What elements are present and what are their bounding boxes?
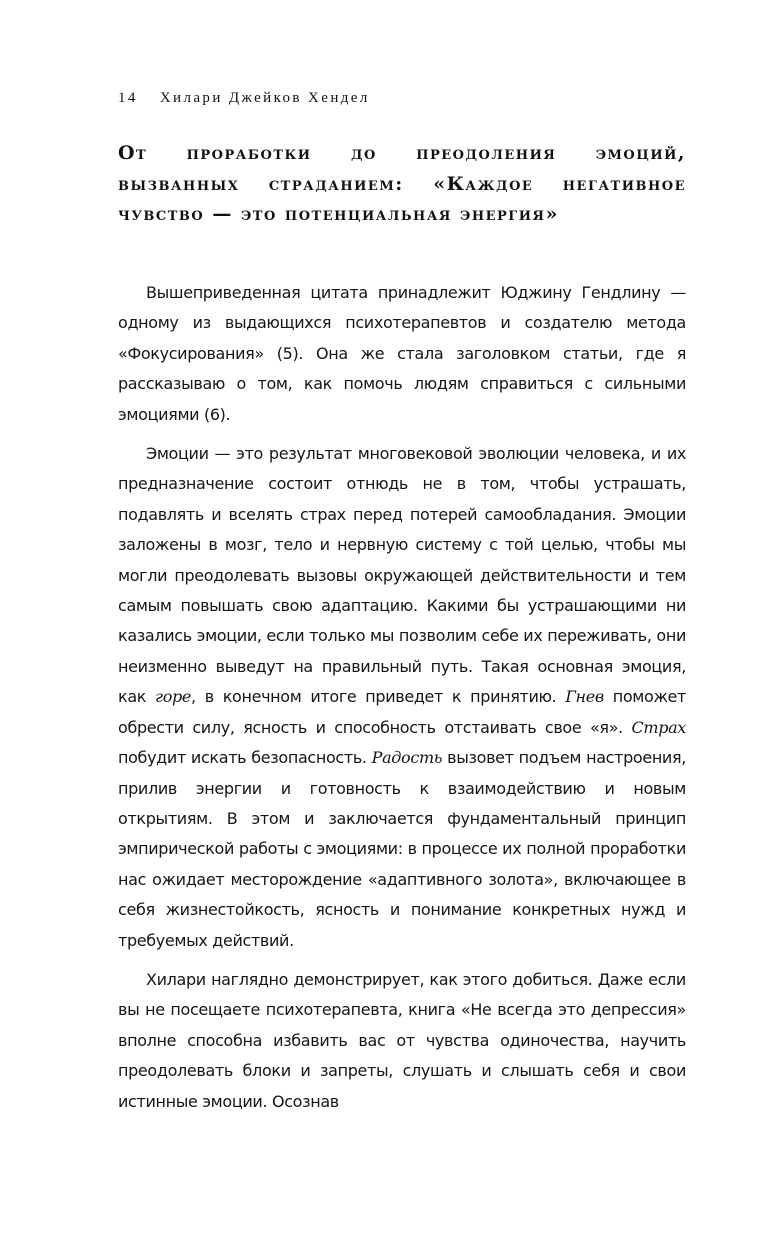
paragraph-text: поможет обрести силу, ясность и способность отстаивать свое «я». [118, 687, 686, 737]
paragraph: Вышеприведенная цитата принадлежит Юджину Гендлину — одному из выдающихся психотерапевтов и создателю метода «Фокусирования» (5). Она же стала заголовком статьи, где я рассказываю о том, как помочь людям справиться с сильными эмоциями (6). [118, 283, 686, 424]
running-title: Хилари Джейков Хендел [159, 90, 370, 106]
emphasis-anger: Гнев [565, 687, 604, 707]
body-text [118, 278, 686, 1126]
paragraph: Хилари наглядно демонстрирует, как этого добиться. Даже если вы не посещаете психотерапевта, книга «Не всегда это депрессия» вполне способна избавить вас от чувства одиночества, научить преодолевать блоки и запреты, слушать и слышать себя и свои истинные эмоции. Осознав [118, 969, 686, 1111]
emphasis-joy: Радость [371, 748, 443, 768]
emphasis-fear: Страх [631, 717, 686, 737]
paragraph-text: побудит искать безопасность. [118, 748, 372, 768]
page-number: 14 [118, 90, 138, 106]
running-header [118, 90, 686, 107]
section-heading: От проработки до преодоления эмоций, вызванных страданием: «Каждое негативное чувство — это потенциальная энергия» [118, 142, 686, 225]
paragraph [118, 439, 686, 956]
paragraph-text: Эмоции — это результат многовековой эволюции человека, и их предназначение состоит отнюдь не в том, чтобы устрашать, подавлять и вселять страх перед потерей самообладания. Эмоции заложены в мозг, тело и нервную систему с той целью, чтобы мы могли преодолевать вызовы окружающей действительности и тем самым повышать свою адаптацию. Какими бы устрашающими ни казались эмоции, если только мы позволим себе их переживать, они неизменно выведут на правильный путь. Такая основная эмоция, как [118, 444, 686, 707]
paragraph-text: вызовет подъем настроения, прилив энергии и готовность к взаимодействию и новым открытиям. В этом и заключается фундаментальный принцип эмпирической работы с эмоциями: в процессе их полной проработки нас ожидает месторождение «адаптивного золота», включающее в себя жизнестойкость, ясность и понимание конкретных нужд и требуемых действий. [118, 748, 686, 950]
emphasis-grief: горе [155, 687, 192, 707]
paragraph-text: , в конечном итоге приведет к принятию. [191, 687, 566, 707]
